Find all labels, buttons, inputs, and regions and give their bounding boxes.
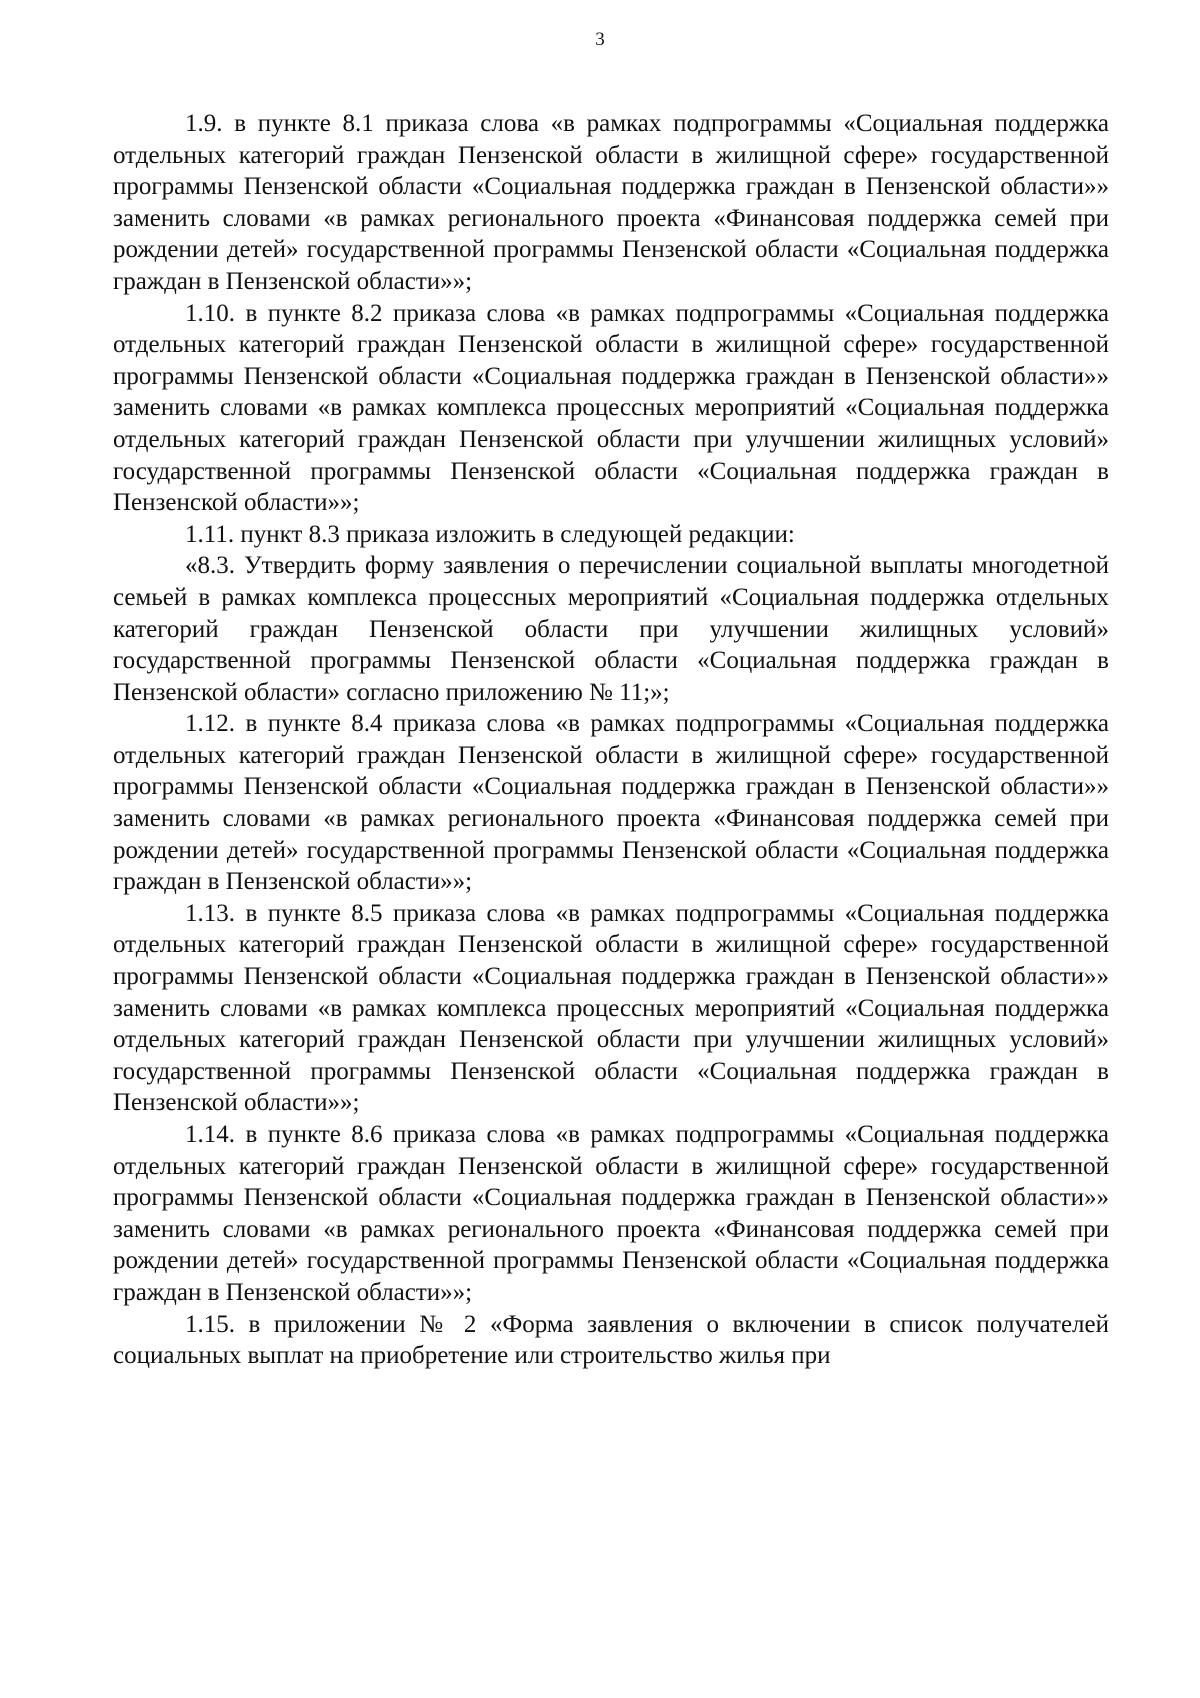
paragraph-1-13: 1.13. в пункте 8.5 приказа слова «в рамках подпрограммы «Социальная поддержка отдельных категорий граждан Пензенской области в жилищной сфере» государственной программы Пензенской области «Социальная поддержка граждан в Пензенской области»» заменить словами «в рамках комплекса процессных мероприятий «Социальная поддержка отдельных категорий граждан Пензенской области при улучшении жилищных условий» государственной программы Пензенской области «Социальная поддержка граждан в Пензенской области»»;	[113, 899, 1109, 1117]
paragraph-1-10: 1.10. в пункте 8.2 приказа слова «в рамках подпрограммы «Социальная поддержка отдельных категорий граждан Пензенской области в жилищной сфере» государственной программы Пензенской области «Социальная поддержка граждан в Пензенской области»» заменить словами «в рамках комплекса процессных мероприятий «Социальная поддержка отдельных категорий граждан Пензенской области при улучшении жилищных условий» государственной программы Пензенской области «Социальная поддержка граждан в Пензенской области»»;	[113, 299, 1109, 517]
paragraph-1-14: 1.14. в пункте 8.6 приказа слова «в рамках подпрограммы «Социальная поддержка отдельных категорий граждан Пензенской области в жилищной сфере» государственной программы Пензенской области «Социальная поддержка граждан в Пензенской области»» заменить словами «в рамках регионального проекта «Финансовая поддержка семей при рождении детей» государственной программы Пензенской области «Социальная поддержка граждан в Пензенской области»»;	[113, 1121, 1109, 1306]
paragraph-8-3-quote: «8.3. Утвердить форму заявления о перечислении социальной выплаты многодетной семьей в рамках комплекса процессных мероприятий «Социальная поддержка отдельных категорий граждан Пензенской области при улучшении жилищных условий» государственной программы Пензенской области «Социальная поддержка граждан в Пензенской области» согласно приложению № 11;»;	[113, 552, 1109, 706]
document-body	[113, 108, 1109, 1372]
paragraph-1-15: 1.15. в приложении № 2 «Форма заявления о включении в список получателей социальных выплат на приобретение или строительство жилья при	[113, 1310, 1109, 1370]
paragraph-1-12: 1.12. в пункте 8.4 приказа слова «в рамках подпрограммы «Социальная поддержка отдельных категорий граждан Пензенской области в жилищной сфере» государственной программы Пензенской области «Социальная поддержка граждан в Пензенской области»» заменить словами «в рамках регионального проекта «Финансовая поддержка семей при рождении детей» государственной программы Пензенской области «Социальная поддержка граждан в Пензенской области»»;	[113, 710, 1109, 896]
paragraph-1-11: 1.11. пункт 8.3 приказа изложить в следующей редакции:	[185, 520, 795, 548]
page-number: 3	[595, 29, 605, 50]
paragraph-1-9: 1.9. в пункте 8.1 приказа слова «в рамках подпрограммы «Социальная поддержка отдельных категорий граждан Пензенской области в жилищной сфере» государственной программы Пензенской области «Социальная поддержка граждан в Пензенской области»» заменить словами «в рамках регионального проекта «Финансовая поддержка семей при рождении детей» государственной программы Пензенской области «Социальная поддержка граждан в Пензенской области»»;	[113, 110, 1109, 295]
